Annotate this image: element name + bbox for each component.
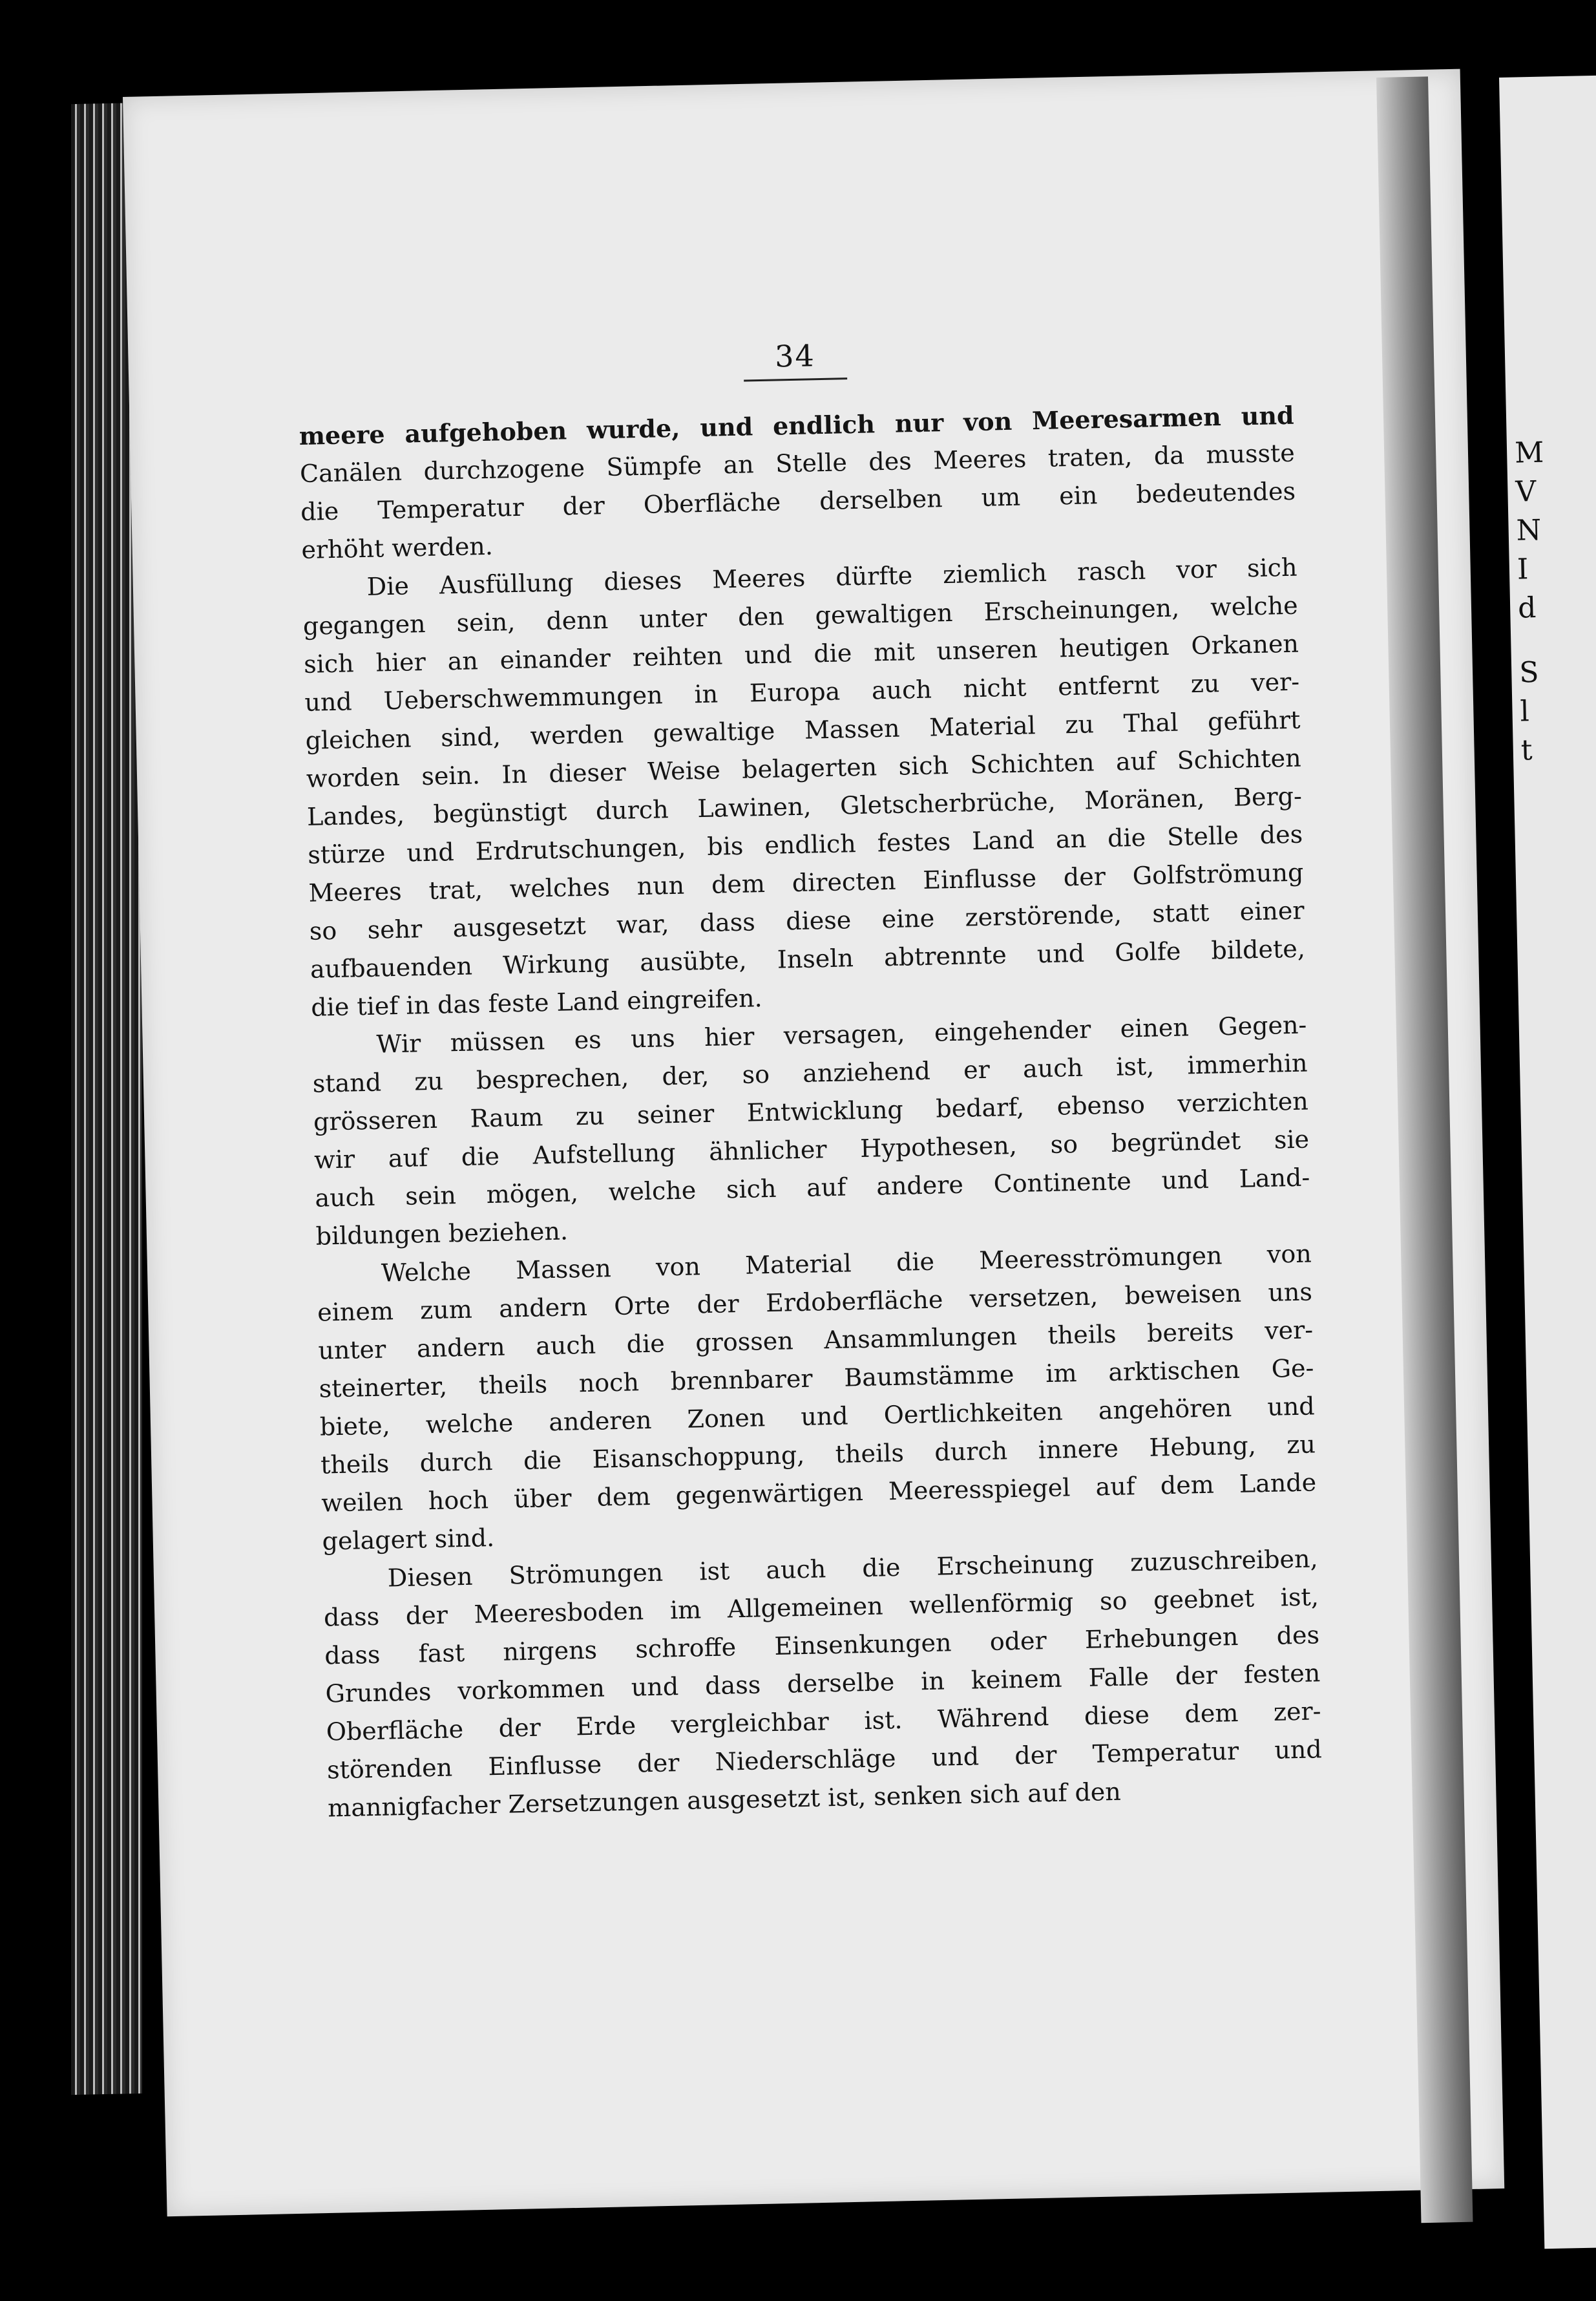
text-line: die tief in das feste Land eingreifen.: [310, 984, 763, 1022]
text-line: störenden Einflusse der Niederschläge und der Temperatur und: [326, 1735, 1323, 1785]
text-line: steinerter, theils noch brennbarer Baumstämme im arktischen Ge-: [319, 1353, 1314, 1403]
text-line: unter andern auch die grossen Ansammlungen theils bereits ver-: [318, 1315, 1314, 1365]
text-line: worden sein. In dieser Weise belagerten sich Schichten auf Schichten: [306, 743, 1302, 793]
right-page-fragment: N: [1516, 513, 1542, 547]
text-line: Die Ausfüllung dieses Meeres dürfte ziemlich rasch vor sich: [366, 553, 1297, 601]
text-line: Oberfläche der Erde vergleichbar ist. Während diese dem zer-: [326, 1697, 1321, 1746]
text-line: dass der Meeresboden im Allgemeinen wellenförmig so geebnet ist,: [323, 1582, 1319, 1632]
text-line: gleichen sind, werden gewaltige Massen Material zu Thal geführt: [305, 705, 1301, 755]
right-page-edge: [1499, 75, 1596, 2249]
text-line: einem zum andern Orte der Erdoberfläche versetzen, beweisen uns: [317, 1277, 1313, 1327]
text-line: grösseren Raum zu seiner Entwicklung bedarf, ebenso verzichten: [313, 1087, 1309, 1136]
text-line: gelagert sind.: [322, 1523, 495, 1556]
paragraph: [322, 1540, 1323, 1827]
text-line: Landes, begünstigt durch Lawinen, Gletscherbrüche, Moränen, Berg-: [306, 781, 1303, 831]
paragraph: [311, 1006, 1311, 1256]
text-line: meere aufgehoben wurde, und endlich nur von Meeresarmen und: [299, 400, 1294, 451]
text-line: bildungen beziehen.: [315, 1216, 569, 1251]
text-line: und Ueberschwemmungen in Europa auch nicht entfernt zu ver-: [304, 667, 1300, 717]
text-line: mannigfacher Zersetzungen ausgesetzt ist, senken sich auf den: [327, 1777, 1122, 1823]
text-line: stand zu besprechen, der, so anziehend er auch ist, immerhin: [312, 1048, 1308, 1098]
right-page-fragment: M: [1514, 436, 1544, 470]
page-number: 34: [774, 338, 816, 374]
paragraph: [316, 1235, 1318, 1560]
text-line: gegangen sein, denn unter den gewaltigen Erscheinungen, welche: [302, 591, 1299, 641]
paragraph: [299, 396, 1297, 569]
text-line: Grundes vorkommen und dass derselbe in keinem Falle der festen: [325, 1659, 1321, 1708]
text-line: stürze und Erdrutschungen, bis endlich festes Land an die Stelle des: [307, 820, 1303, 869]
right-page-fragment: l: [1520, 695, 1530, 728]
text-line: so sehr ausgesetzt war, dass diese eine zerstörende, statt einer: [309, 896, 1305, 946]
right-page-fragment: V: [1515, 474, 1537, 509]
text-line: aufbauenden Wirkung ausübte, Inseln abtrennte und Golfe bildete,: [310, 934, 1306, 984]
text-line: auch sein mögen, welche sich auf andere Continente und Land-: [315, 1163, 1310, 1213]
page-content: [297, 328, 1323, 1828]
page-number-rule: [744, 377, 847, 381]
text-line: Meeres trat, welches nun dem directen Einflusse der Golfströmung: [308, 858, 1304, 907]
text-line: Diesen Strömungen ist auch die Erscheinung zuzuschreiben,: [387, 1544, 1318, 1593]
text-line: sich hier an einander reihten und die mit unseren heutigen Orkanen: [303, 629, 1299, 679]
text-line: erhöht werden.: [301, 531, 494, 564]
text-line: theils durch die Eisanschoppung, theils durch innere Hebung, zu: [320, 1430, 1316, 1479]
body-text: [299, 396, 1323, 1828]
text-line: die Temperatur der Oberfläche derselben um ein bedeutendes: [300, 476, 1296, 526]
right-page-fragment: t: [1520, 734, 1533, 767]
paragraph: [302, 549, 1306, 1027]
text-line: weilen hoch über dem gegenwärtigen Meeresspiegel auf dem Lande: [320, 1468, 1317, 1518]
right-page-fragment: d: [1517, 591, 1537, 625]
text-line: dass fast nirgens schroffe Einsenkungen oder Erhebungen des: [324, 1620, 1320, 1670]
text-line: Wir müssen es uns hier versagen, eingehender einen Gegen-: [376, 1010, 1307, 1059]
right-page-fragment: S: [1518, 655, 1539, 690]
text-line: Welche Massen von Material die Meeresströmungen von: [381, 1239, 1312, 1288]
text-line: Canälen durchzogene Sümpfe an Stelle des Meeres traten, da musste: [299, 438, 1296, 488]
right-page-fragment: I: [1517, 553, 1529, 586]
text-line: wir auf die Aufstellung ähnlicher Hypothesen, so begründet sie: [313, 1125, 1310, 1174]
text-line: biete, welche anderen Zonen und Oertlichkeiten angehören und: [319, 1392, 1316, 1441]
